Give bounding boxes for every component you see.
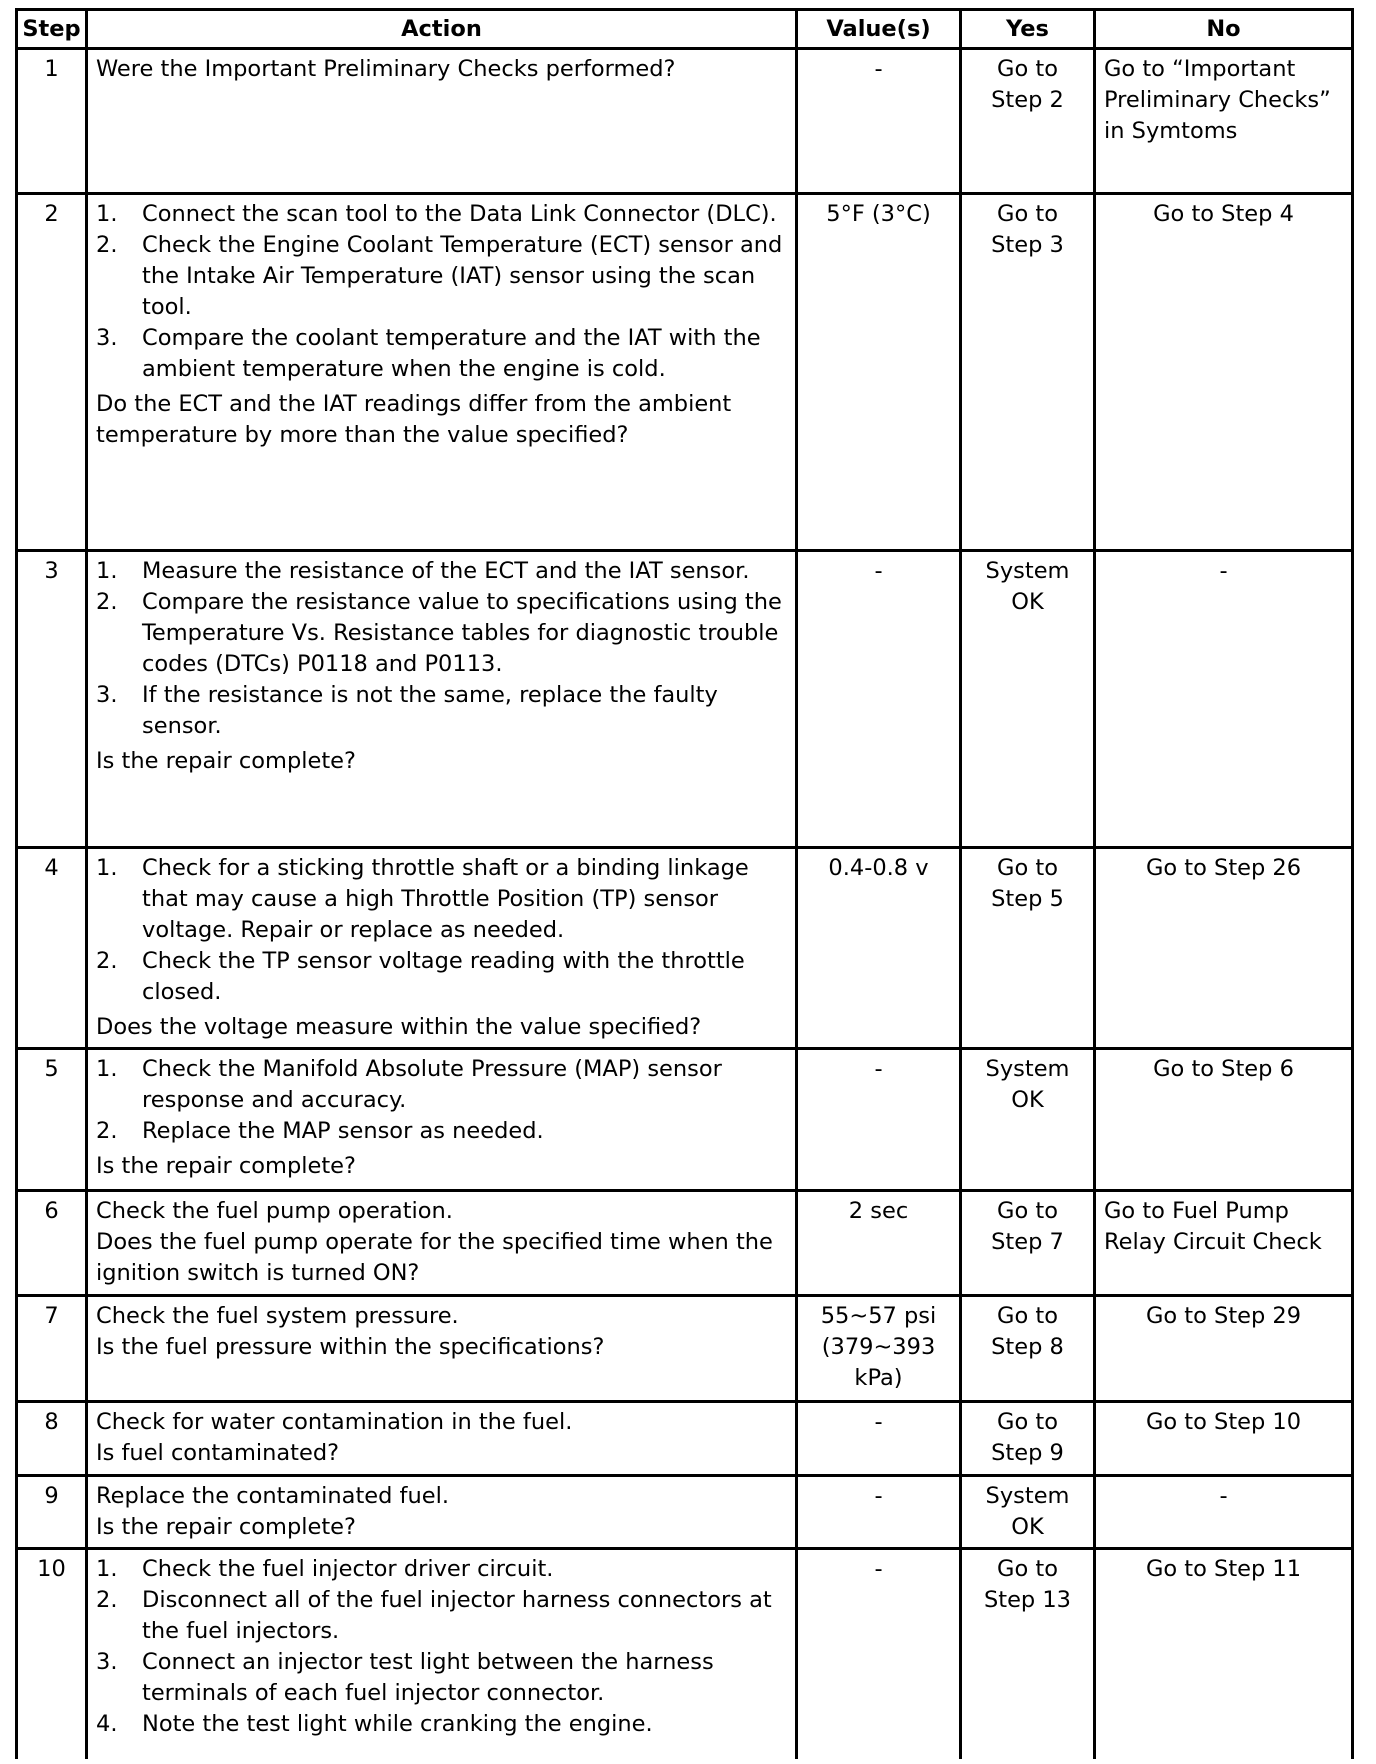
action-step (96, 587, 787, 680)
step-number-cell: 10 (17, 1549, 87, 1759)
table-row (17, 1402, 1353, 1476)
action-cell (87, 49, 797, 194)
value-cell: - (797, 1402, 961, 1476)
step-number-cell: 4 (17, 848, 87, 1049)
yes-cell: System OK (961, 1476, 1095, 1549)
table-row (17, 1049, 1353, 1191)
step-text: Check for a sticking throttle shaft or a binding linkage that may cause a high Throttle Position (TP) sensor voltage. Repair or replace as needed. (142, 855, 749, 943)
action-step (96, 853, 787, 946)
yes-cell: System OK (961, 1049, 1095, 1191)
action-step (96, 1647, 787, 1709)
step-number: 2. (96, 948, 118, 974)
action-steps (96, 853, 787, 1008)
action-step (96, 946, 787, 1008)
diagnostic-table (15, 8, 1354, 1759)
step-number-cell: 8 (17, 1402, 87, 1476)
step-text: Check the fuel injector driver circuit. (142, 1556, 554, 1582)
value-cell: 2 sec (797, 1191, 961, 1296)
step-number-cell: 2 (17, 194, 87, 551)
action-intro: Check the fuel pump operation. (96, 1198, 453, 1224)
action-question: Is the repair complete? (96, 1514, 356, 1540)
step-text: Replace the MAP sensor as needed. (142, 1118, 544, 1144)
step-number: 4. (96, 1711, 118, 1737)
no-cell: - (1095, 551, 1353, 848)
step-text: Check the Engine Coolant Temperature (ECT) sensor and the Intake Air Temperature (IAT) sensor using the scan tool. (142, 232, 783, 320)
step-number-cell: 7 (17, 1296, 87, 1402)
yes-cell: Go to Step 13 (961, 1549, 1095, 1759)
yes-cell: Go to Step 8 (961, 1296, 1095, 1402)
step-number: 1. (96, 1556, 118, 1582)
step-number: 2. (96, 589, 118, 615)
action-steps (96, 1554, 787, 1740)
action-question: Do the ECT and the IAT readings differ from the ambient temperature by more than the value specified? (96, 391, 732, 448)
no-cell: Go to “Important Preliminary Checks” in Symtoms (1095, 49, 1353, 194)
table-row (17, 551, 1353, 848)
step-number: 1. (96, 201, 118, 227)
action-question: Is the fuel pressure within the specifications? (96, 1334, 605, 1360)
header-step: Step (17, 10, 87, 49)
action-steps (96, 199, 787, 385)
yes-cell: Go to Step 9 (961, 1402, 1095, 1476)
action-question: Does the fuel pump operate for the specified time when the ignition switch is turned ON? (96, 1229, 773, 1286)
value-cell: - (797, 1549, 961, 1759)
step-number: 1. (96, 1056, 118, 1082)
step-text: Disconnect all of the fuel injector harness connectors at the fuel injectors. (142, 1587, 772, 1644)
step-text: Check the TP sensor voltage reading with the throttle closed. (142, 948, 745, 1005)
step-number-cell: 3 (17, 551, 87, 848)
no-cell: - (1095, 1476, 1353, 1549)
no-cell: Go to Step 11 (1095, 1549, 1353, 1759)
step-number-cell: 5 (17, 1049, 87, 1191)
action-cell (87, 194, 797, 551)
step-number: 1. (96, 855, 118, 881)
value-cell: - (797, 49, 961, 194)
header-no: No (1095, 10, 1353, 49)
action-step (96, 1709, 787, 1740)
action-step (96, 230, 787, 323)
table-row (17, 1296, 1353, 1402)
table-row (17, 1476, 1353, 1549)
action-cell (87, 1296, 797, 1402)
value-cell: 5°F (3°C) (797, 194, 961, 551)
header-action: Action (87, 10, 797, 49)
action-cell (87, 551, 797, 848)
action-step (96, 199, 787, 230)
action-cell (87, 1402, 797, 1476)
action-question: Does the voltage measure within the value specified? (96, 1014, 702, 1040)
action-step (96, 323, 787, 385)
step-number: 3. (96, 1649, 118, 1675)
action-intro: Check the fuel system pressure. (96, 1303, 459, 1329)
no-cell: Go to Step 10 (1095, 1402, 1353, 1476)
action-steps (96, 556, 787, 742)
step-text: Compare the coolant temperature and the IAT with the ambient temperature when the engine is cold. (142, 325, 761, 382)
action-step (96, 1054, 787, 1116)
action-question: Is fuel contaminated? (96, 1440, 340, 1466)
action-step (96, 680, 787, 742)
value-cell: - (797, 551, 961, 848)
action-step (96, 556, 787, 587)
table-row (17, 1549, 1353, 1759)
action-cell (87, 1549, 797, 1759)
step-number: 2. (96, 1587, 118, 1613)
yes-cell: Go to Step 5 (961, 848, 1095, 1049)
action-step (96, 1585, 787, 1647)
step-text: Check the Manifold Absolute Pressure (MAP) sensor response and accuracy. (142, 1056, 722, 1113)
step-number: 2. (96, 232, 118, 258)
action-cell (87, 848, 797, 1049)
action-intro: Replace the contaminated fuel. (96, 1483, 449, 1509)
yes-cell: Go to Step 7 (961, 1191, 1095, 1296)
no-cell: Go to Step 4 (1095, 194, 1353, 551)
header-values: Value(s) (797, 10, 961, 49)
action-cell (87, 1476, 797, 1549)
yes-cell: System OK (961, 551, 1095, 848)
value-cell: 55~57 psi (379~393 kPa) (797, 1296, 961, 1402)
action-question: Is the repair complete? (96, 1153, 356, 1179)
action-step (96, 1116, 787, 1147)
no-cell: Go to Step 26 (1095, 848, 1353, 1049)
step-text: Connect an injector test light between the harness terminals of each fuel injector connector. (142, 1649, 714, 1706)
no-cell: Go to Step 6 (1095, 1049, 1353, 1191)
step-text: Note the test light while cranking the engine. (142, 1711, 653, 1737)
step-text: Compare the resistance value to specifications using the Temperature Vs. Resistance tables for diagnostic trouble codes (DTCs) P0118 and P0113. (142, 589, 782, 677)
step-number-cell: 9 (17, 1476, 87, 1549)
action-question: Is the repair complete? (96, 748, 356, 774)
action-step (96, 1554, 787, 1585)
value-cell: - (797, 1049, 961, 1191)
step-number: 2. (96, 1118, 118, 1144)
table-row (17, 848, 1353, 1049)
no-cell: Go to Fuel Pump Relay Circuit Check (1095, 1191, 1353, 1296)
step-text: Measure the resistance of the ECT and the IAT sensor. (142, 558, 750, 584)
step-number: 3. (96, 682, 118, 708)
action-cell (87, 1049, 797, 1191)
value-cell: 0.4-0.8 v (797, 848, 961, 1049)
step-number-cell: 6 (17, 1191, 87, 1296)
value-cell: - (797, 1476, 961, 1549)
header-row (17, 10, 1353, 49)
table-row (17, 1191, 1353, 1296)
action-intro: Were the Important Preliminary Checks performed? (96, 56, 676, 82)
action-steps (96, 1054, 787, 1147)
step-number-cell: 1 (17, 49, 87, 194)
step-text: If the resistance is not the same, replace the faulty sensor. (142, 682, 718, 739)
step-number: 1. (96, 558, 118, 584)
no-cell: Go to Step 29 (1095, 1296, 1353, 1402)
step-number: 3. (96, 325, 118, 351)
action-cell (87, 1191, 797, 1296)
yes-cell: Go to Step 3 (961, 194, 1095, 551)
step-text: Connect the scan tool to the Data Link Connector (DLC). (142, 201, 777, 227)
action-intro: Check for water contamination in the fuel. (96, 1409, 573, 1435)
table-row (17, 194, 1353, 551)
yes-cell: Go to Step 2 (961, 49, 1095, 194)
table-row (17, 49, 1353, 194)
header-yes: Yes (961, 10, 1095, 49)
